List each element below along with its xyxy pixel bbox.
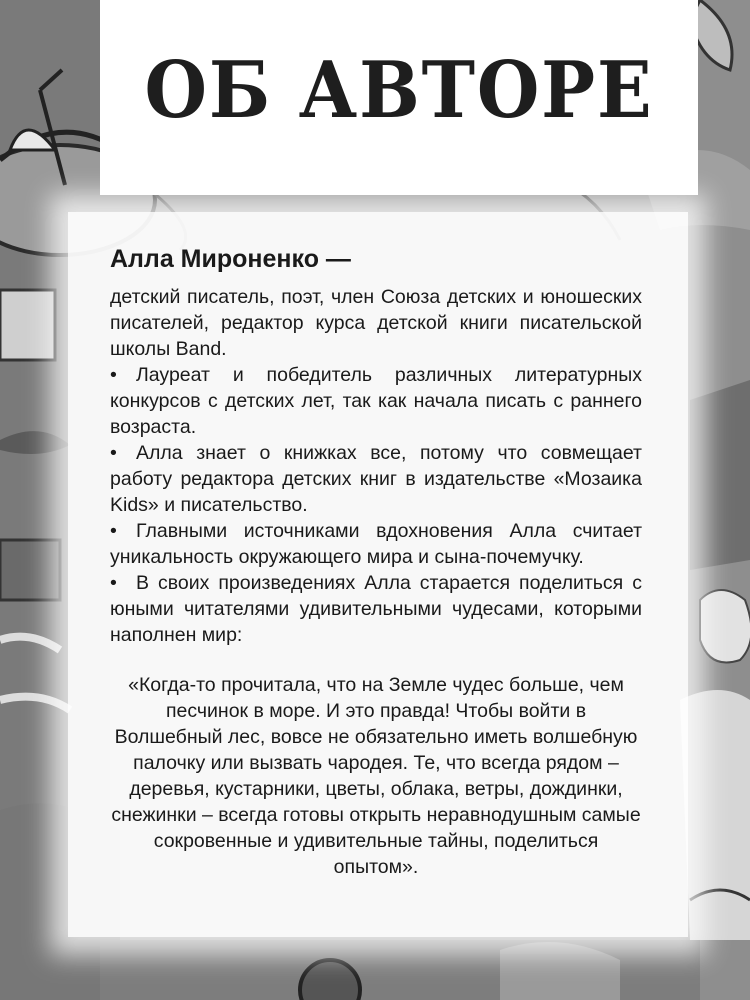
bullet-item: • Главными источниками вдохновения Алла считает уникальность окружающего мира и сына-почемучку. xyxy=(110,518,642,570)
page-title: ОБ АВТОРЕ xyxy=(144,45,654,136)
bullet-item: • В своих произведениях Алла старается поделиться с юными читателями удивительными чудесами, которыми наполнен мир: xyxy=(110,570,642,648)
bullet-item: • Алла знает о книжках все, потому что совмещает работу редактора детских книг в издательстве «Мозаика Kids» и писательство. xyxy=(110,440,642,518)
bullet-item: • Лауреат и победитель различных литературных конкурсов с детских лет, так как начала писать с раннего возраста. xyxy=(110,362,642,440)
author-intro: детский писатель, поэт, член Союза детских и юношеских писателей, редактор курса детской книги писательской школы Band. xyxy=(110,286,642,360)
author-name: Алла Мироненко — xyxy=(110,245,351,273)
bullet-marker-icon xyxy=(110,520,136,542)
bullet-marker-icon xyxy=(110,364,136,386)
about-author-text xyxy=(110,242,642,880)
bullet-marker-icon xyxy=(110,442,136,464)
author-quote: «Когда-то прочитала, что на Земле чудес больше, чем песчинок в море. И это правда! Чтобы войти в Волшебный лес, вовсе не обязательно иметь волшебную палочку или вызвать чародея. Те, что всегда рядом – деревья, кустарники, цветы, облака, ветры, дождинки, снежинки – всегда готовы открыть неравнодушным самые сокровенные и удивительные тайны, поделиться опытом». xyxy=(111,674,641,878)
bullet-marker-icon xyxy=(110,572,136,594)
